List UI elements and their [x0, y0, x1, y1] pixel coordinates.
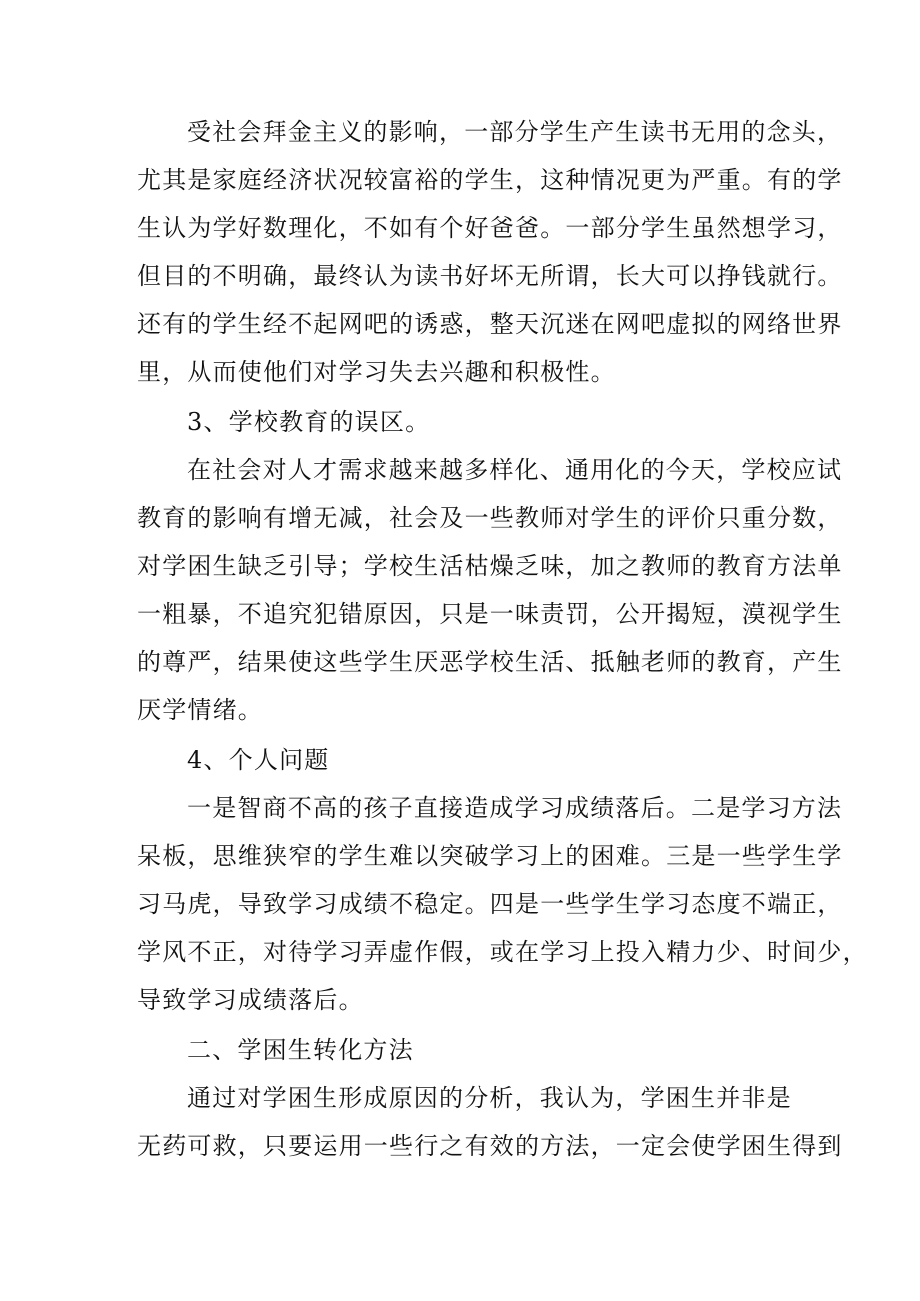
paragraph-line: 学风不正，对待学习弄虚作假，或在学习上投入精力少、时间少，	[137, 938, 868, 966]
paragraph-line: 一是智商不高的孩子直接造成学习成绩落后。二是学习方法	[187, 794, 843, 822]
paragraph-line: 在社会对人才需求越来越多样化、通用化的今天，学校应试	[187, 456, 843, 484]
paragraph-line: 但目的不明确，最终认为读书好坏无所谓，长大可以挣钱就行。	[137, 262, 843, 290]
paragraph-line: 受社会拜金主义的影响，一部分学生产生读书无用的念头，	[187, 118, 843, 146]
paragraph-line: 里，从而使他们对学习失去兴趣和积极性。	[137, 358, 616, 386]
paragraph-line: 厌学情绪。	[137, 696, 263, 724]
paragraph-line: 无药可救，只要运用一些行之有效的方法，一定会使学困生得到	[137, 1132, 843, 1160]
paragraph-line: 一粗暴，不追究犯错原因，只是一味责罚，公开揭短，漠视学生	[137, 600, 843, 628]
section-heading: 二、学困生转化方法	[187, 1036, 414, 1064]
section-heading: 4、个人问题	[187, 746, 330, 774]
paragraph-line: 导致学习成绩落后。	[137, 986, 364, 1014]
paragraph-line: 通过对学困生形成原因的分析，我认为，学困生并非是	[187, 1084, 792, 1112]
paragraph-line: 对学困生缺乏引导；学校生活枯燥乏味，加之教师的教育方法单	[137, 552, 843, 580]
paragraph-line: 习马虎，导致学习成绩不稳定。四是一些学生学习态度不端正，	[137, 890, 843, 918]
paragraph-line: 还有的学生经不起网吧的诱惑，整天沉迷在网吧虚拟的网络世界	[137, 310, 843, 338]
paragraph-line: 教育的影响有增无减，社会及一些教师对学生的评价只重分数，	[137, 504, 843, 532]
paragraph-line: 呆板，思维狭窄的学生难以突破学习上的困难。三是一些学生学	[137, 842, 843, 870]
paragraph-line: 尤其是家庭经济状况较富裕的学生，这种情况更为严重。有的学	[137, 166, 843, 194]
paragraph-line: 生认为学好数理化，不如有个好爸爸。一部分学生虽然想学习，	[137, 214, 843, 242]
section-heading: 3、学校教育的误区。	[187, 408, 431, 436]
paragraph-line: 的尊严，结果使这些学生厌恶学校生活、抵触老师的教育，产生	[137, 648, 843, 676]
